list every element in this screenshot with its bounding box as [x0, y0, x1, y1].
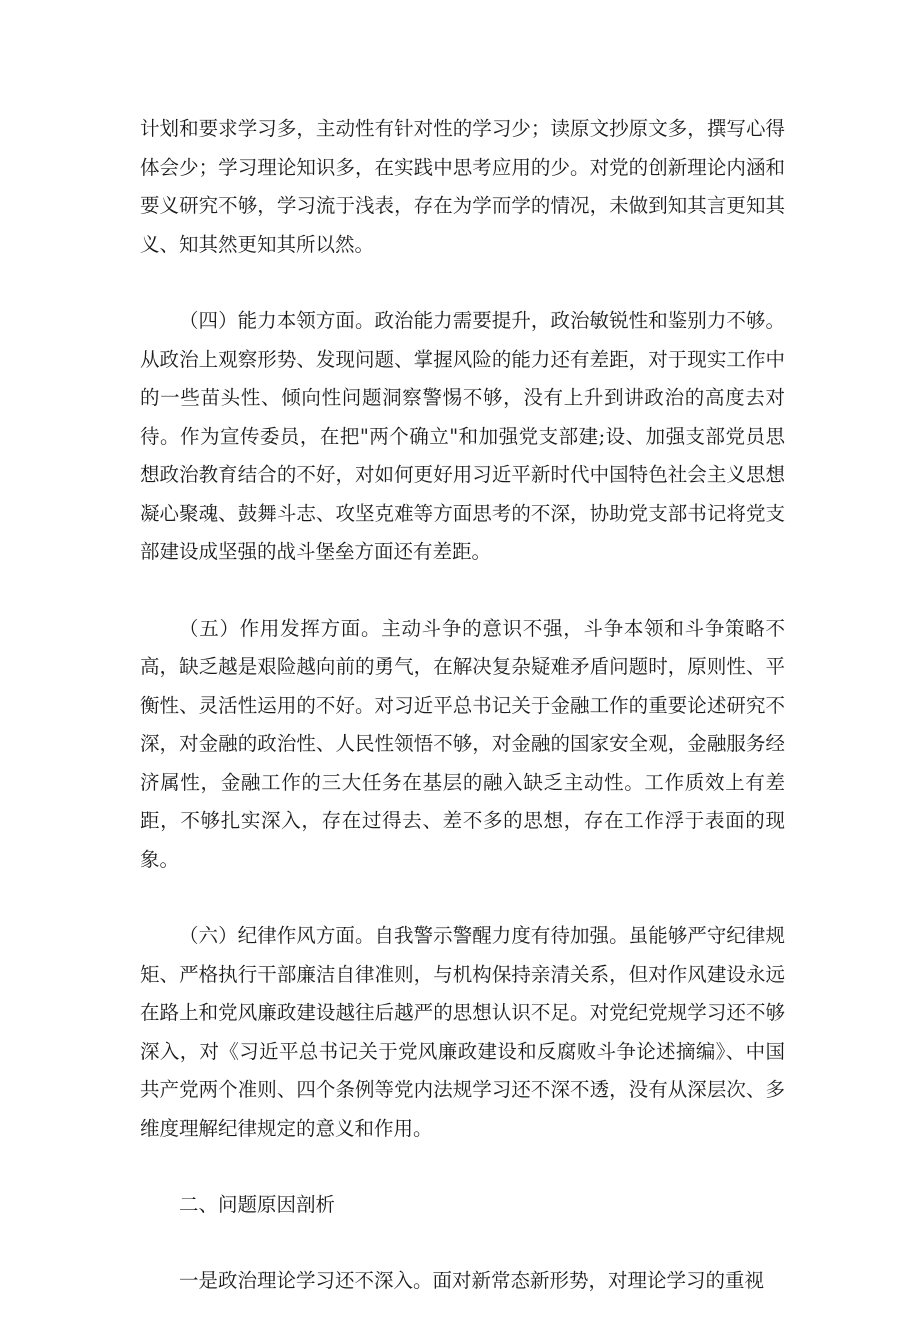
section-heading-cause-analysis: 二、问题原因剖析 — [179, 1193, 336, 1216]
paragraph-study-continuation: 计划和要求学习多，主动性有针对性的学习少；读原文抄原文多，撰写心得体会少；学习理论知识多，在实践中思考应用的少。对党的创新理论内涵和要义研究不够，学习流于浅表，存在为学而学的情况，未做到知其言更知其义、知其然更知其所以然。 — [140, 117, 785, 256]
paragraph-capability: （四）能力本领方面。政治能力需要提升，政治敏锐性和鉴别力不够。从政治上观察形势、发现问题、掌握风险的能力还有差距，对于现实工作中的一些苗头性、倾向性问题洞察警惕不够，没有上升到讲政治的高度去对待。作为宣传委员，在把"两个确立"和加强党支部建;设、加强支部党员思想政治教育结合的不好，对如何更好用习近平新时代中国特色社会主义思想凝心聚魂、鼓舞斗志、攻坚克难等方面思考的不深，协助党支部书记将党支部建设成坚强的战斗堡垒方面还有差距。 — [140, 309, 785, 563]
paragraph-theory-study: 一是政治理论学习还不深入。面对新常态新形势，对理论学习的重视 — [179, 1268, 765, 1292]
paragraph-discipline: （六）纪律作风方面。自我警示警醒力度有待加强。虽能够严守纪律规矩、严格执行干部廉洁自律准则，与机构保持亲清关系，但对作风建设永远在路上和党风廉政建设越往后越严的思想认识不足。对党纪党规学习还不够深入，对《习近平总书记关于党风廉政建设和反腐败斗争论述摘编》、中国共产党两个准则、四个条例等党内法规学习还不深不透，没有从深层次、多维度理解纪律规定的意义和作用。 — [140, 924, 785, 1140]
document-body — [140, 110, 785, 1338]
paragraph-role: （五）作用发挥方面。主动斗争的意识不强，斗争本领和斗争策略不高，缺乏越是艰险越向前的勇气，在解决复杂疑难矛盾问题时，原则性、平衡性、灵活性运用的不好。对习近平总书记关于金融工作的重要论述研究不深，对金融的政治性、人民性领悟不够，对金融的国家安全观，金融服务经济属性，金融工作的三大任务在基层的融入缺乏主动性。工作质效上有差距，不够扎实深入，存在过得去、差不多的思想，存在工作浮于表面的现象。 — [140, 616, 785, 871]
